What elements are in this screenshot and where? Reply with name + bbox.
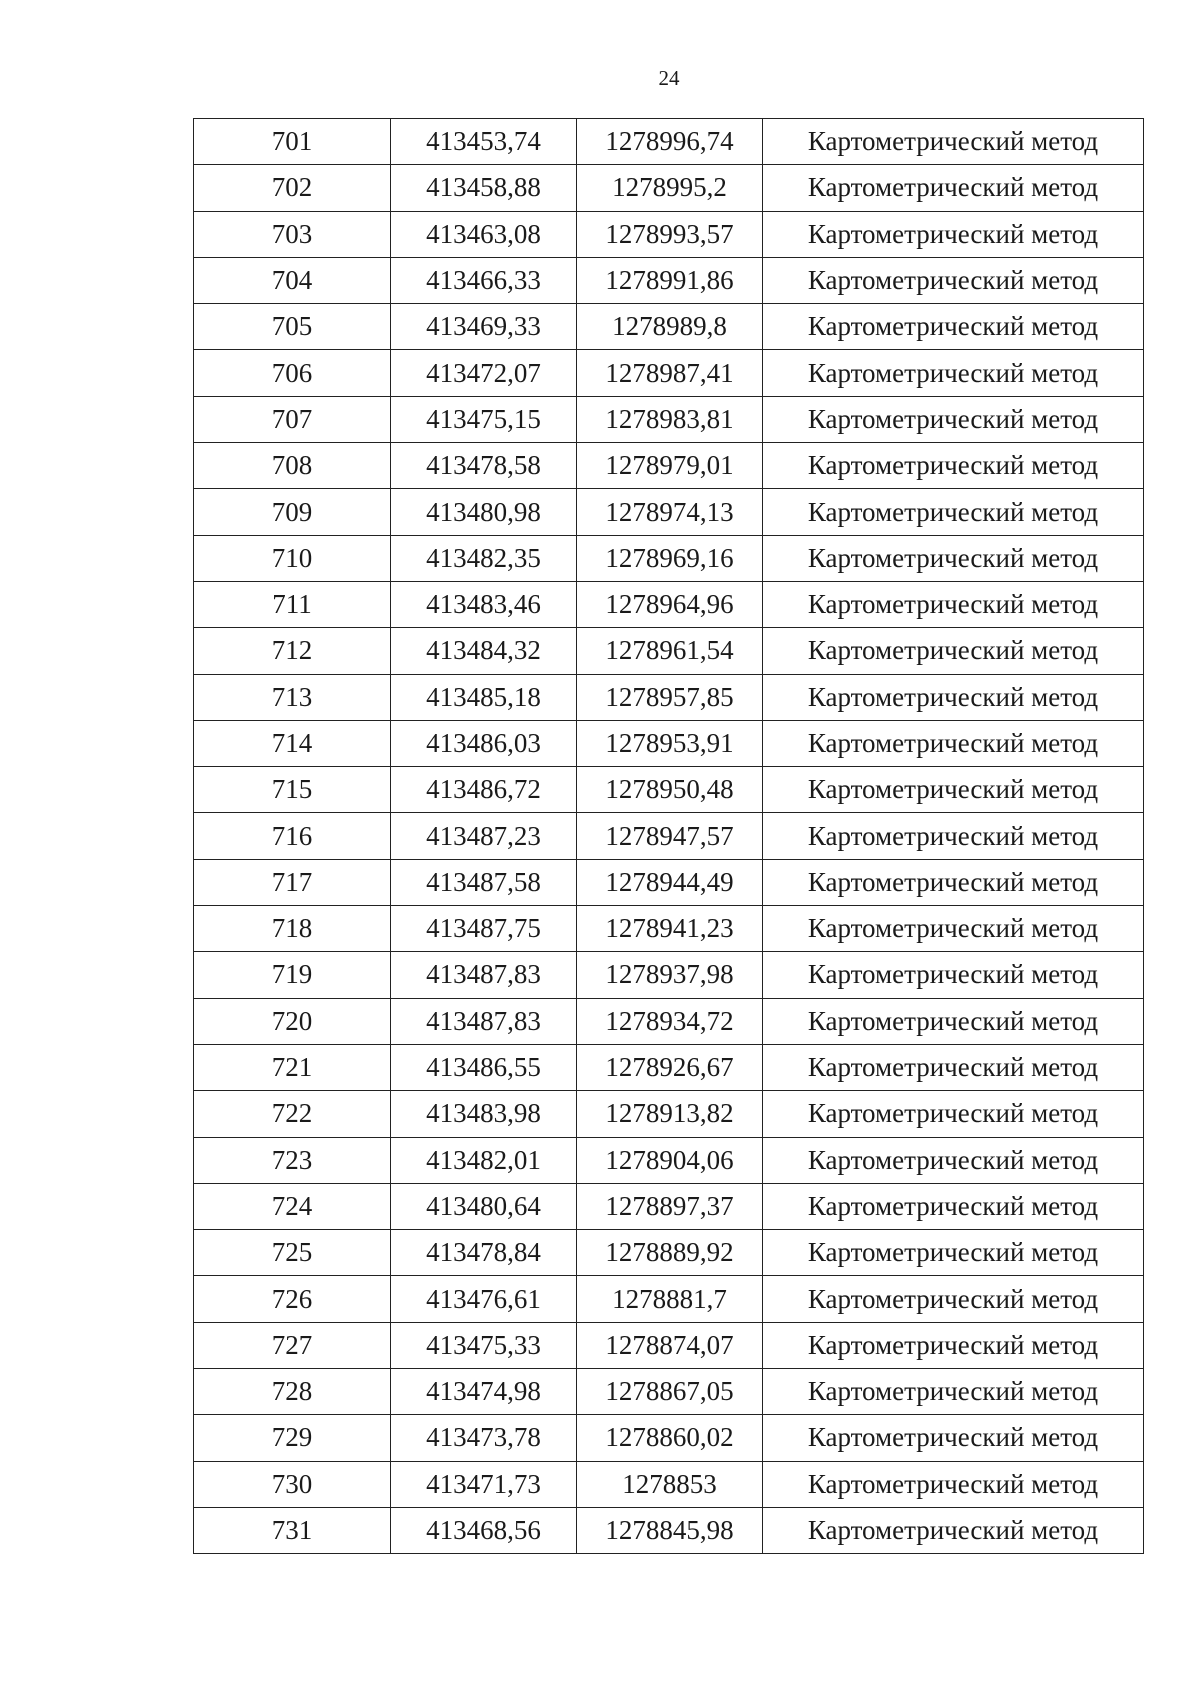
table-row (194, 396, 1144, 442)
x-coordinate-cell: 413486,03 (391, 720, 577, 766)
x-coordinate-cell: 413487,83 (391, 998, 577, 1044)
point-number-cell: 722 (194, 1091, 391, 1137)
point-number-cell: 710 (194, 535, 391, 581)
point-number-cell: 708 (194, 443, 391, 489)
x-coordinate-cell: 413478,84 (391, 1230, 577, 1276)
y-coordinate-cell: 1278913,82 (577, 1091, 763, 1137)
table-row (194, 1137, 1144, 1183)
x-coordinate-cell: 413483,98 (391, 1091, 577, 1137)
method-cell: Картометрический метод (763, 1461, 1144, 1507)
y-coordinate-cell: 1278904,06 (577, 1137, 763, 1183)
y-coordinate-cell: 1278950,48 (577, 767, 763, 813)
y-coordinate-cell: 1278991,86 (577, 257, 763, 303)
table-row (194, 489, 1144, 535)
method-cell: Картометрический метод (763, 211, 1144, 257)
x-coordinate-cell: 413473,78 (391, 1415, 577, 1461)
point-number-cell: 702 (194, 165, 391, 211)
method-cell: Картометрический метод (763, 628, 1144, 674)
x-coordinate-cell: 413476,61 (391, 1276, 577, 1322)
table-row (194, 674, 1144, 720)
y-coordinate-cell: 1278979,01 (577, 443, 763, 489)
point-number-cell: 727 (194, 1322, 391, 1368)
method-cell: Картометрический метод (763, 906, 1144, 952)
table-row (194, 859, 1144, 905)
method-cell: Картометрический метод (763, 1415, 1144, 1461)
y-coordinate-cell: 1278996,74 (577, 119, 763, 165)
method-cell: Картометрический метод (763, 952, 1144, 998)
table-row (194, 1369, 1144, 1415)
y-coordinate-cell: 1278853 (577, 1461, 763, 1507)
method-cell: Картометрический метод (763, 396, 1144, 442)
point-number-cell: 715 (194, 767, 391, 813)
method-cell: Картометрический метод (763, 304, 1144, 350)
point-number-cell: 730 (194, 1461, 391, 1507)
point-number-cell: 725 (194, 1230, 391, 1276)
table-row (194, 1091, 1144, 1137)
x-coordinate-cell: 413474,98 (391, 1369, 577, 1415)
point-number-cell: 724 (194, 1183, 391, 1229)
y-coordinate-cell: 1278995,2 (577, 165, 763, 211)
method-cell: Картометрический метод (763, 165, 1144, 211)
method-cell: Картометрический метод (763, 767, 1144, 813)
table-row (194, 952, 1144, 998)
x-coordinate-cell: 413458,88 (391, 165, 577, 211)
table-row (194, 720, 1144, 766)
method-cell: Картометрический метод (763, 119, 1144, 165)
point-number-cell: 726 (194, 1276, 391, 1322)
table-row (194, 628, 1144, 674)
y-coordinate-cell: 1278941,23 (577, 906, 763, 952)
table-row (194, 581, 1144, 627)
x-coordinate-cell: 413487,58 (391, 859, 577, 905)
method-cell: Картометрический метод (763, 350, 1144, 396)
y-coordinate-cell: 1278957,85 (577, 674, 763, 720)
x-coordinate-cell: 413486,72 (391, 767, 577, 813)
x-coordinate-cell: 413482,35 (391, 535, 577, 581)
method-cell: Картометрический метод (763, 998, 1144, 1044)
table-row (194, 1230, 1144, 1276)
x-coordinate-cell: 413469,33 (391, 304, 577, 350)
method-cell: Картометрический метод (763, 674, 1144, 720)
table-row (194, 211, 1144, 257)
y-coordinate-cell: 1278947,57 (577, 813, 763, 859)
table-row (194, 304, 1144, 350)
x-coordinate-cell: 413478,58 (391, 443, 577, 489)
point-number-cell: 704 (194, 257, 391, 303)
table-row (194, 998, 1144, 1044)
point-number-cell: 719 (194, 952, 391, 998)
point-number-cell: 728 (194, 1369, 391, 1415)
coordinates-table (193, 118, 1144, 1554)
x-coordinate-cell: 413485,18 (391, 674, 577, 720)
table-row (194, 443, 1144, 489)
method-cell: Картометрический метод (763, 489, 1144, 535)
point-number-cell: 720 (194, 998, 391, 1044)
method-cell: Картометрический метод (763, 1230, 1144, 1276)
point-number-cell: 703 (194, 211, 391, 257)
point-number-cell: 707 (194, 396, 391, 442)
y-coordinate-cell: 1278860,02 (577, 1415, 763, 1461)
y-coordinate-cell: 1278867,05 (577, 1369, 763, 1415)
y-coordinate-cell: 1278937,98 (577, 952, 763, 998)
method-cell: Картометрический метод (763, 1276, 1144, 1322)
y-coordinate-cell: 1278964,96 (577, 581, 763, 627)
point-number-cell: 729 (194, 1415, 391, 1461)
y-coordinate-cell: 1278974,13 (577, 489, 763, 535)
table-row (194, 1507, 1144, 1553)
x-coordinate-cell: 413475,33 (391, 1322, 577, 1368)
table-row (194, 906, 1144, 952)
method-cell: Картометрический метод (763, 720, 1144, 766)
table-row (194, 767, 1144, 813)
table-row (194, 257, 1144, 303)
x-coordinate-cell: 413453,74 (391, 119, 577, 165)
table-row (194, 813, 1144, 859)
method-cell: Картометрический метод (763, 859, 1144, 905)
point-number-cell: 701 (194, 119, 391, 165)
y-coordinate-cell: 1278889,92 (577, 1230, 763, 1276)
y-coordinate-cell: 1278881,7 (577, 1276, 763, 1322)
y-coordinate-cell: 1278934,72 (577, 998, 763, 1044)
y-coordinate-cell: 1278953,91 (577, 720, 763, 766)
method-cell: Картометрический метод (763, 1137, 1144, 1183)
x-coordinate-cell: 413472,07 (391, 350, 577, 396)
method-cell: Картометрический метод (763, 813, 1144, 859)
table-row (194, 1183, 1144, 1229)
table-row (194, 1276, 1144, 1322)
table-row (194, 1415, 1144, 1461)
point-number-cell: 721 (194, 1044, 391, 1090)
x-coordinate-cell: 413480,64 (391, 1183, 577, 1229)
point-number-cell: 709 (194, 489, 391, 535)
y-coordinate-cell: 1278944,49 (577, 859, 763, 905)
page-number: 24 (658, 66, 680, 90)
point-number-cell: 713 (194, 674, 391, 720)
x-coordinate-cell: 413466,33 (391, 257, 577, 303)
point-number-cell: 717 (194, 859, 391, 905)
y-coordinate-cell: 1278987,41 (577, 350, 763, 396)
method-cell: Картометрический метод (763, 1507, 1144, 1553)
x-coordinate-cell: 413480,98 (391, 489, 577, 535)
method-cell: Картометрический метод (763, 1322, 1144, 1368)
table-row (194, 1044, 1144, 1090)
x-coordinate-cell: 413468,56 (391, 1507, 577, 1553)
x-coordinate-cell: 413487,23 (391, 813, 577, 859)
method-cell: Картометрический метод (763, 1044, 1144, 1090)
x-coordinate-cell: 413487,75 (391, 906, 577, 952)
table-row (194, 350, 1144, 396)
x-coordinate-cell: 413463,08 (391, 211, 577, 257)
point-number-cell: 712 (194, 628, 391, 674)
y-coordinate-cell: 1278993,57 (577, 211, 763, 257)
coordinates-table-body (194, 119, 1144, 1554)
method-cell: Картометрический метод (763, 1183, 1144, 1229)
x-coordinate-cell: 413482,01 (391, 1137, 577, 1183)
point-number-cell: 711 (194, 581, 391, 627)
y-coordinate-cell: 1278961,54 (577, 628, 763, 674)
method-cell: Картометрический метод (763, 1369, 1144, 1415)
point-number-cell: 705 (194, 304, 391, 350)
method-cell: Картометрический метод (763, 535, 1144, 581)
y-coordinate-cell: 1278989,8 (577, 304, 763, 350)
method-cell: Картометрический метод (763, 443, 1144, 489)
x-coordinate-cell: 413484,32 (391, 628, 577, 674)
method-cell: Картометрический метод (763, 1091, 1144, 1137)
x-coordinate-cell: 413471,73 (391, 1461, 577, 1507)
point-number-cell: 706 (194, 350, 391, 396)
point-number-cell: 718 (194, 906, 391, 952)
y-coordinate-cell: 1278897,37 (577, 1183, 763, 1229)
x-coordinate-cell: 413475,15 (391, 396, 577, 442)
x-coordinate-cell: 413483,46 (391, 581, 577, 627)
x-coordinate-cell: 413487,83 (391, 952, 577, 998)
table-row (194, 1461, 1144, 1507)
method-cell: Картометрический метод (763, 257, 1144, 303)
y-coordinate-cell: 1278969,16 (577, 535, 763, 581)
point-number-cell: 723 (194, 1137, 391, 1183)
point-number-cell: 714 (194, 720, 391, 766)
table-row (194, 165, 1144, 211)
table-row (194, 1322, 1144, 1368)
y-coordinate-cell: 1278874,07 (577, 1322, 763, 1368)
table-row (194, 535, 1144, 581)
x-coordinate-cell: 413486,55 (391, 1044, 577, 1090)
table-row (194, 119, 1144, 165)
y-coordinate-cell: 1278845,98 (577, 1507, 763, 1553)
point-number-cell: 716 (194, 813, 391, 859)
method-cell: Картометрический метод (763, 581, 1144, 627)
point-number-cell: 731 (194, 1507, 391, 1553)
y-coordinate-cell: 1278926,67 (577, 1044, 763, 1090)
y-coordinate-cell: 1278983,81 (577, 396, 763, 442)
